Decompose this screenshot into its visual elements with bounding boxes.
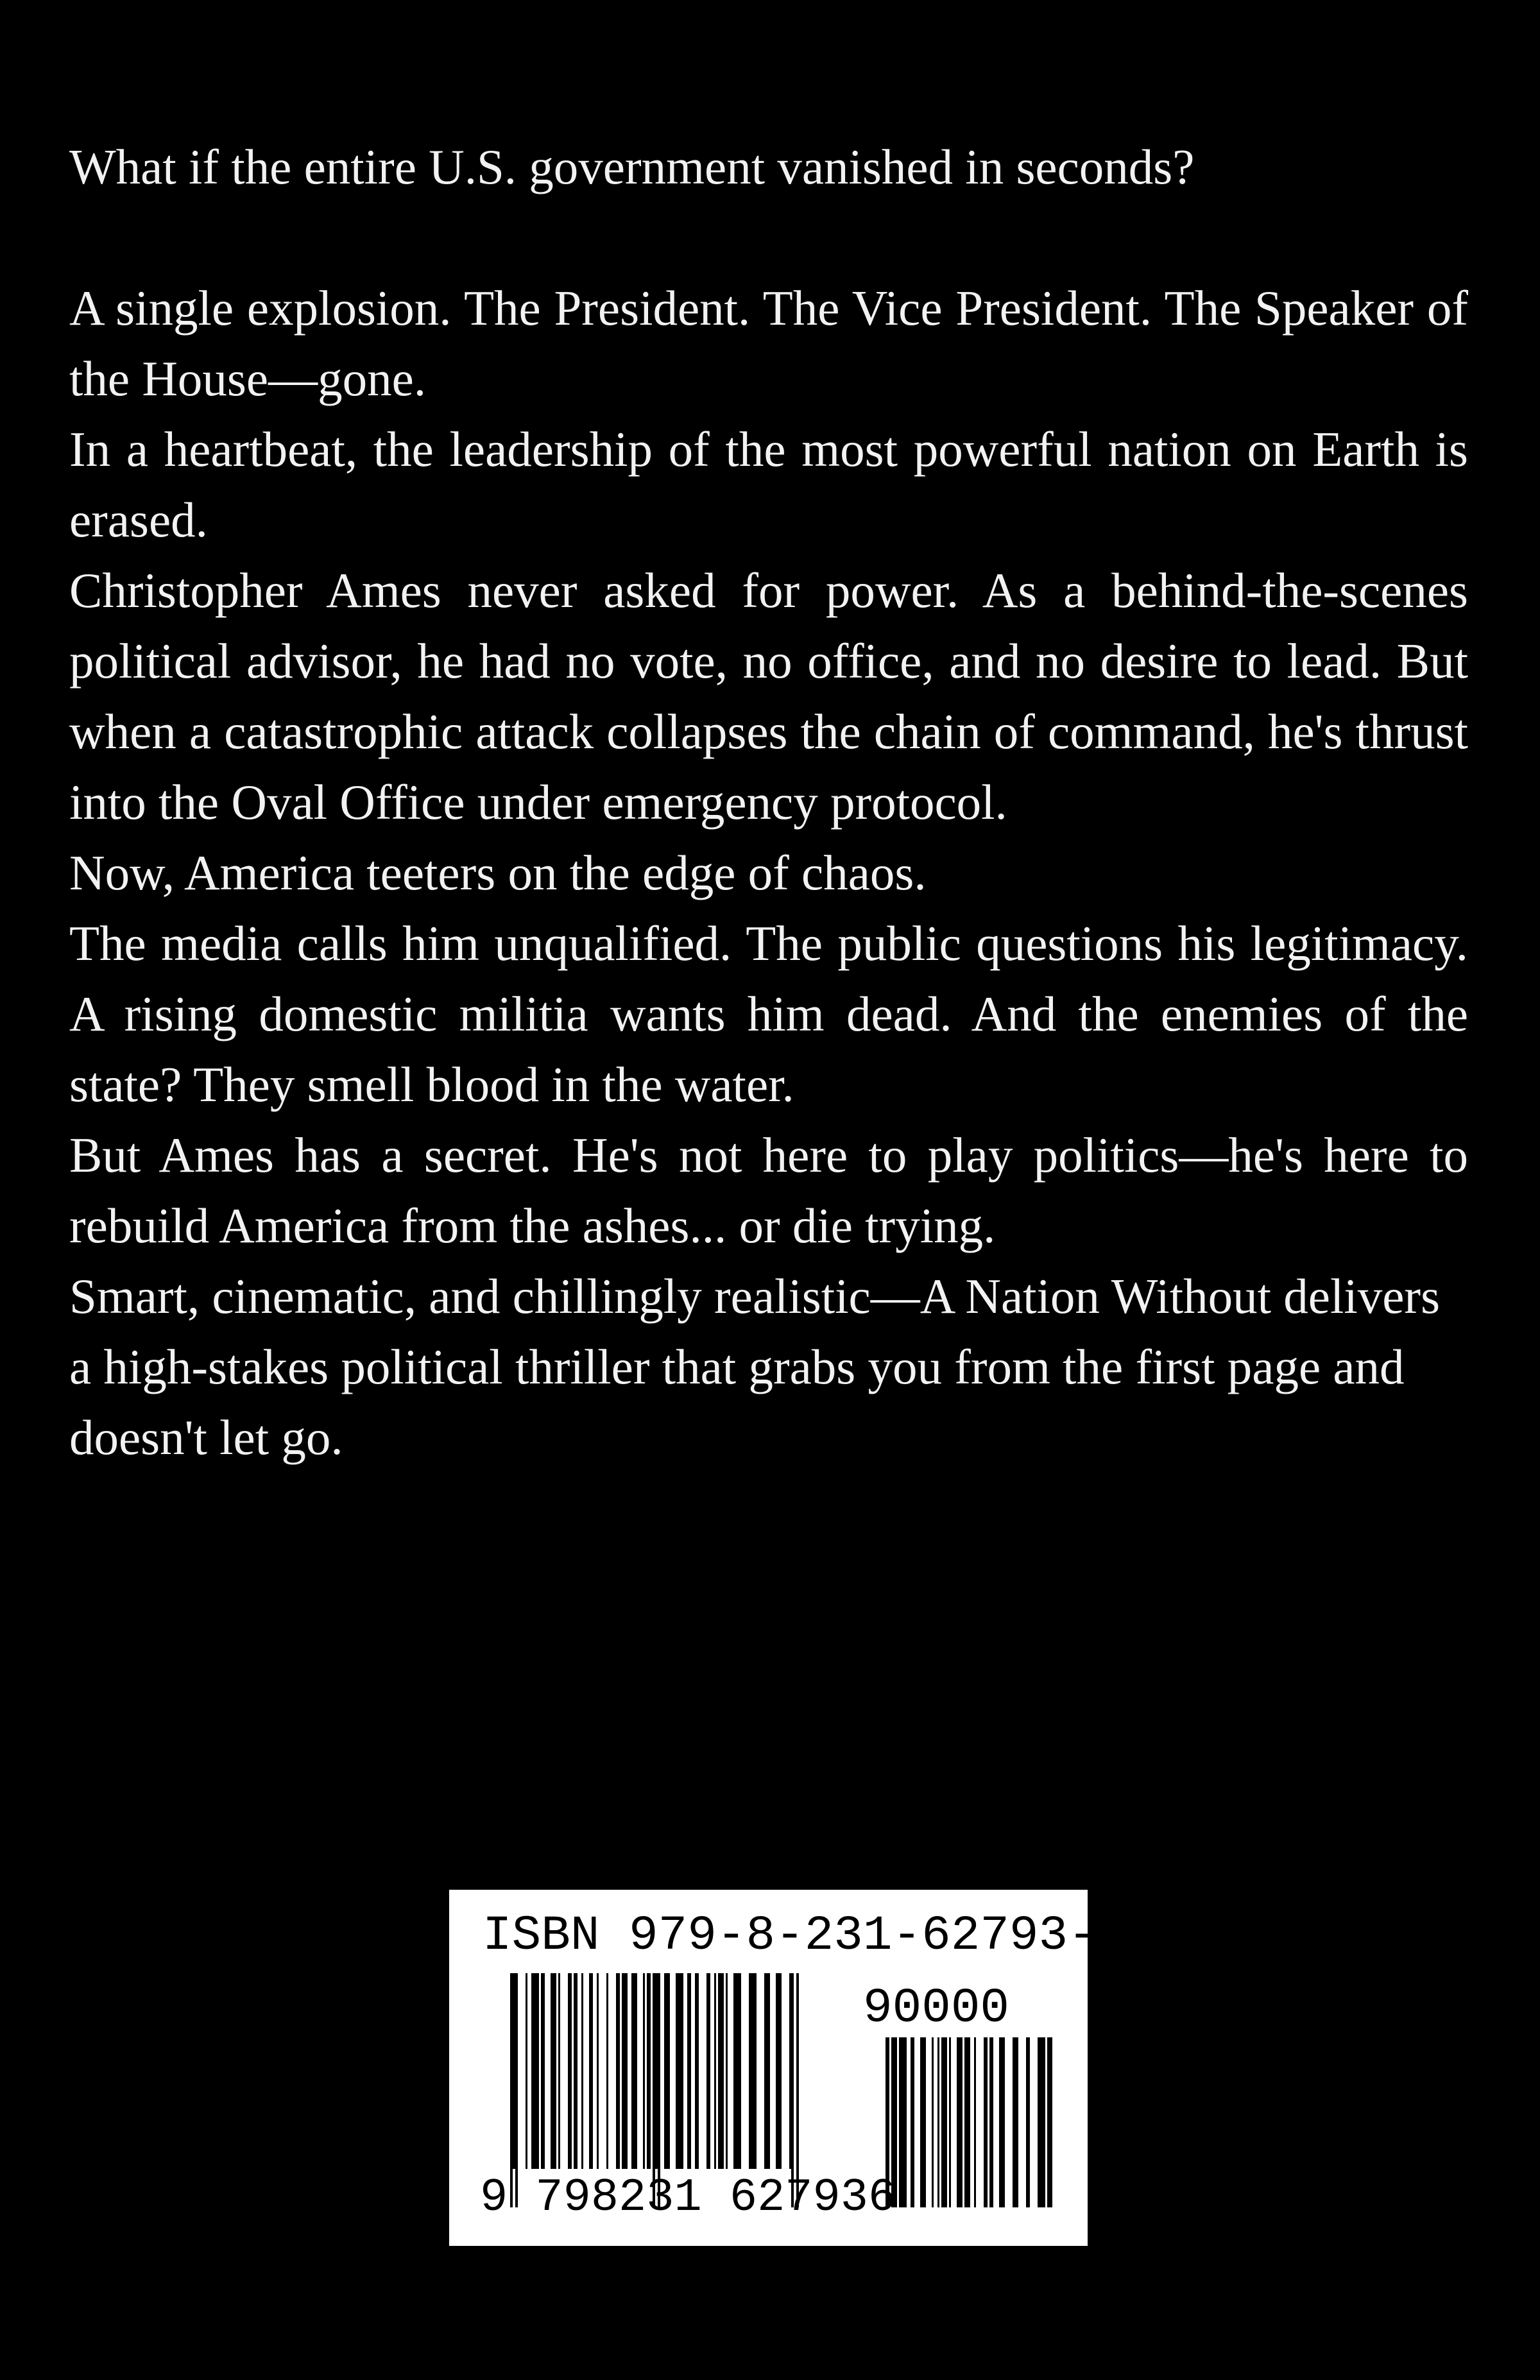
addon-barcode-bars — [886, 2037, 1052, 2207]
blurb-tagline: What if the entire U.S. government vanished in seconds? — [69, 139, 1195, 194]
barcode-bar — [714, 1973, 716, 2169]
barcode-bar — [574, 1973, 578, 2169]
barcode-bar — [643, 1973, 645, 2169]
barcode-bar — [749, 1973, 757, 2169]
barcode-bar — [664, 1973, 670, 2169]
barcode-bar — [999, 2037, 1005, 2207]
barcode-bar — [733, 1973, 741, 2169]
barcode-bar — [581, 1973, 583, 2169]
barcode-bar — [726, 1973, 728, 2169]
barcode-bar — [776, 1973, 782, 2169]
barcode-bar — [1013, 2037, 1018, 2207]
barcode-bar — [589, 1973, 593, 2169]
barcode-bar — [937, 2037, 939, 2207]
barcode-bar — [526, 1973, 527, 2169]
barcode-bar — [1047, 2037, 1052, 2207]
barcode-bar — [676, 1973, 683, 2169]
blurb-paragraph: Christopher Ames never asked for power. As a behind-the-scenes political advisor, he had no vote, no office, and no desire to lead. But when a catastrophic attack collapses the chain of command, he's thrust into the Oval Office under emergency protocol. — [69, 563, 1468, 830]
barcode-bar — [764, 1973, 770, 2169]
barcode-bar — [957, 2037, 963, 2207]
barcode-bar — [631, 1973, 637, 2169]
barcode-bar — [718, 1973, 724, 2169]
blurb-paragraph: But Ames has a secret. He's not here to play politics—he's here to rebuild America from the ashes... or die trying. — [69, 1127, 1468, 1253]
blurb-text — [69, 132, 1468, 1473]
barcode-bar — [687, 1973, 691, 2169]
blurb-paragraph: In a heartbeat, the leadership of the most powerful nation on Earth is erased. — [69, 422, 1468, 547]
price-code: 90000 — [863, 1981, 1010, 2036]
blurb-paragraph: A single explosion. The President. The Vice President. The Speaker of the House—gone. — [69, 280, 1468, 406]
barcode-bar — [647, 1973, 651, 2169]
blurb-paragraph: The media calls him unqualified. The public questions his legitimacy. A rising domestic militia wants him dead. And the enemies of the state? They smell blood in the water. — [69, 916, 1468, 1112]
barcode-bar — [974, 2037, 976, 2207]
barcode-bar — [695, 1973, 699, 2169]
barcode-bar — [558, 1973, 560, 2169]
barcode-bar — [899, 2037, 907, 2207]
barcode-bar — [989, 2037, 993, 2207]
barcode-bar — [541, 1973, 545, 2169]
barcode-bar — [941, 2037, 947, 2207]
barcode-bar — [1038, 2037, 1045, 2207]
barcode-bar — [911, 2037, 914, 2207]
blurb-paragraph: Now, America teeters on the edge of chaos. — [69, 845, 927, 900]
barcode-bar — [1026, 2037, 1030, 2207]
isbn-barcode — [449, 1890, 1127, 2246]
barcode-bar — [551, 1973, 556, 2169]
barcode-bar — [706, 1973, 710, 2169]
barcode-bar — [616, 1973, 620, 2169]
barcode-bar — [622, 1973, 628, 2169]
barcode-bar — [920, 2037, 926, 2207]
barcode-bar — [531, 1973, 539, 2169]
isbn-label: ISBN 979-8-231-62793-6 — [483, 1908, 1127, 1964]
barcode-bar — [964, 2037, 970, 2207]
barcode-bar — [984, 2037, 988, 2207]
barcode-bar — [606, 1973, 608, 2169]
barcode-bar — [932, 2037, 934, 2207]
blurb-paragraph: Smart, cinematic, and chillingly realistic—A Nation Without delivers a high-stakes political thriller that grabs you from the first page and doesn't let go. — [69, 1269, 1441, 1465]
ean-digits: 9 798231 627936 — [480, 2171, 896, 2224]
barcode-bar — [597, 1973, 599, 2169]
barcode-bar — [949, 2037, 951, 2207]
barcode-bar — [568, 1973, 572, 2169]
